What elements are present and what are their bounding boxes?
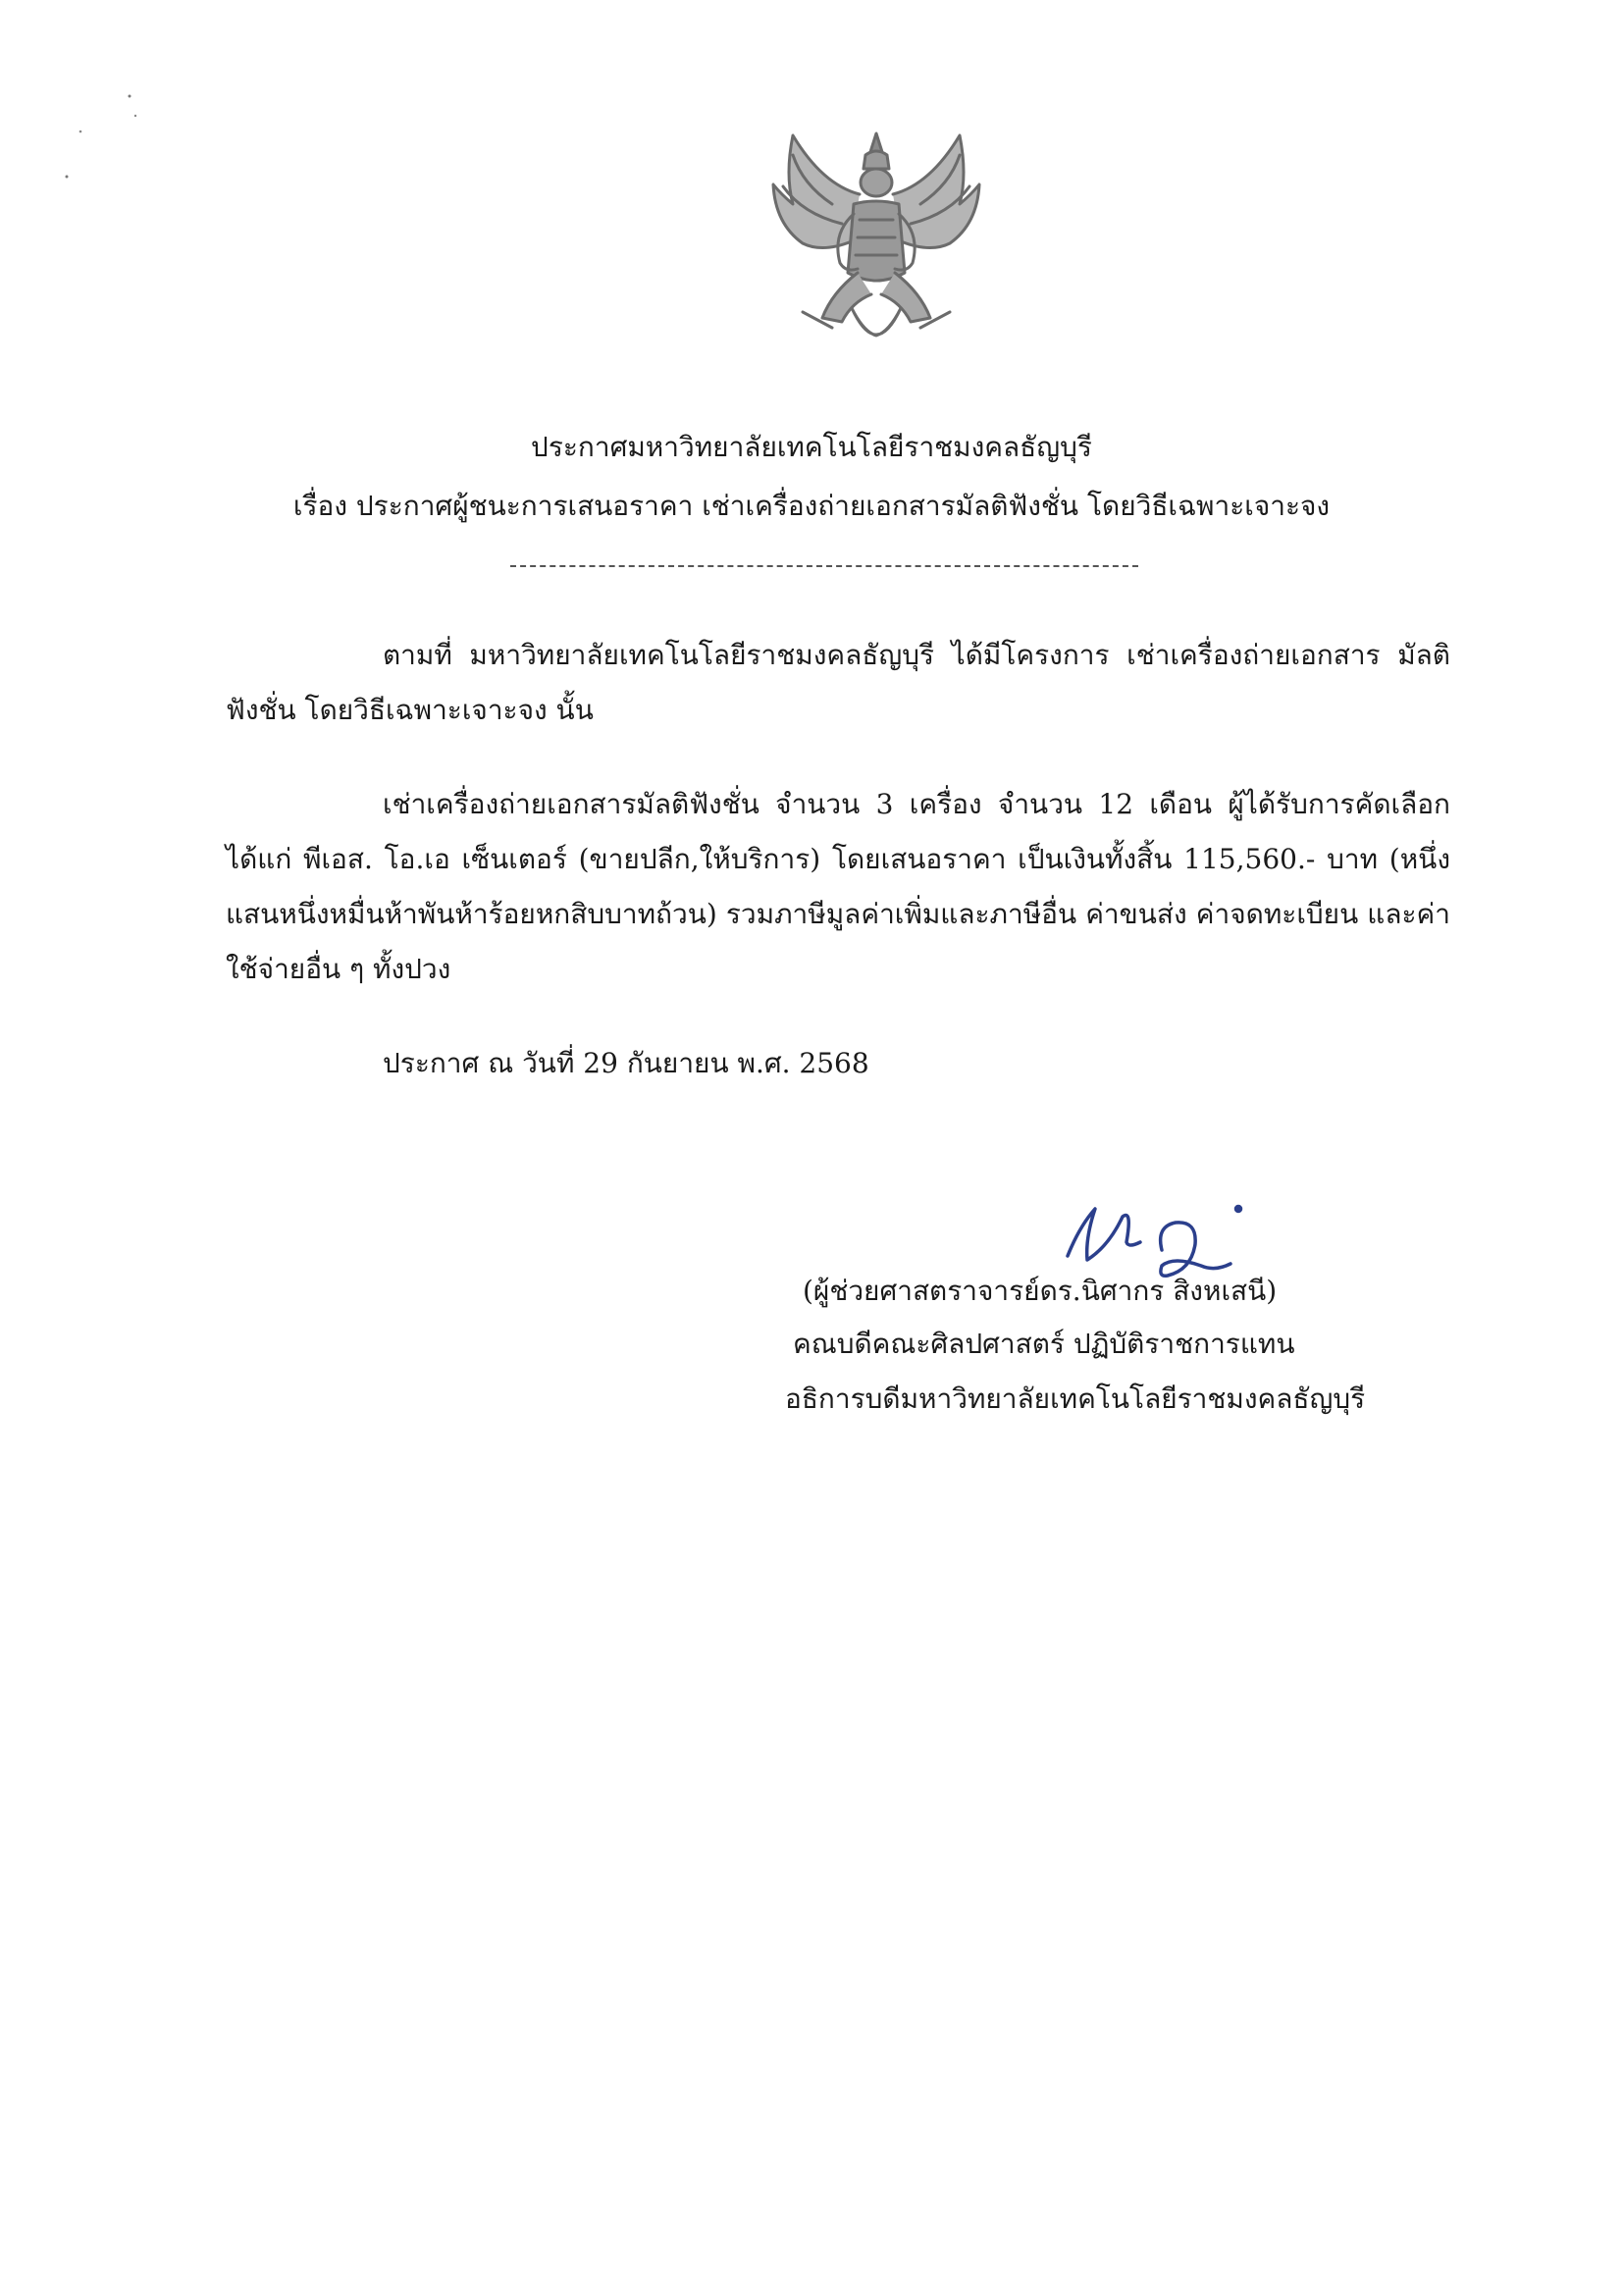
signatory-name: (ผู้ช่วยศาสตราจารย์ดร.นิศากร สิงหเสนี) xyxy=(803,1275,1278,1307)
scan-specks xyxy=(59,88,167,186)
announcement-date: ประกาศ ณ วันที่ 29 กันยายน พ.ศ. 2568 xyxy=(383,1047,869,1079)
handwritten-signature xyxy=(1060,1187,1256,1285)
garuda-emblem-icon xyxy=(763,126,989,371)
paragraph-winner: เช่าเครื่องถ่ายเอกสารมัลติฟังชั่น จำนวน 3 เครื่อง จำนวน 12 เดือน ผู้ได้รับการคัดเลือก ได้แก่ พีเอส. โอ.เอ เซ็นเตอร์ (ขายปลีก,ให้บริการ) โดยเสนอราคา เป็นเงินทั้งสิ้น 115,560.- บาท (หนึ่งแสนหนึ่งหมื่นห้าพันห้าร้อยหกสิบบาทถ้วน) รวมภาษีมูลค่าเพิ่มและภาษีอื่น ค่าขนส่ง ค่าจดทะเบียน และค่าใช้จ่ายอื่น ๆ ทั้งปวง xyxy=(226,788,1450,985)
announcement-title: ประกาศมหาวิทยาลัยเทคโนโลยีราชมงคลธัญบุรี xyxy=(531,431,1092,463)
dashed-divider xyxy=(510,565,1138,567)
signatory-position-2: อธิการบดีมหาวิทยาลัยเทคโนโลยีราชมงคลธัญบุรี xyxy=(785,1383,1366,1415)
announcement-subject: เรื่อง ประกาศผู้ชนะการเสนอราคา เช่าเครื่องถ่ายเอกสารมัลติฟังชั่น โดยวิธีเฉพาะเจาะจง xyxy=(292,490,1331,522)
paragraph-project: ตามที่ มหาวิทยาลัยเทคโนโลยีราชมงคลธัญบุรี ได้มีโครงการ เช่าเครื่องถ่ายเอกสาร มัลติฟังชั่น โดยวิธีเฉพาะเจาะจง นั้น xyxy=(226,639,1450,726)
signatory-position-1: คณบดีคณะศิลปศาสตร์ ปฏิบัติราชการแทน xyxy=(793,1328,1295,1360)
